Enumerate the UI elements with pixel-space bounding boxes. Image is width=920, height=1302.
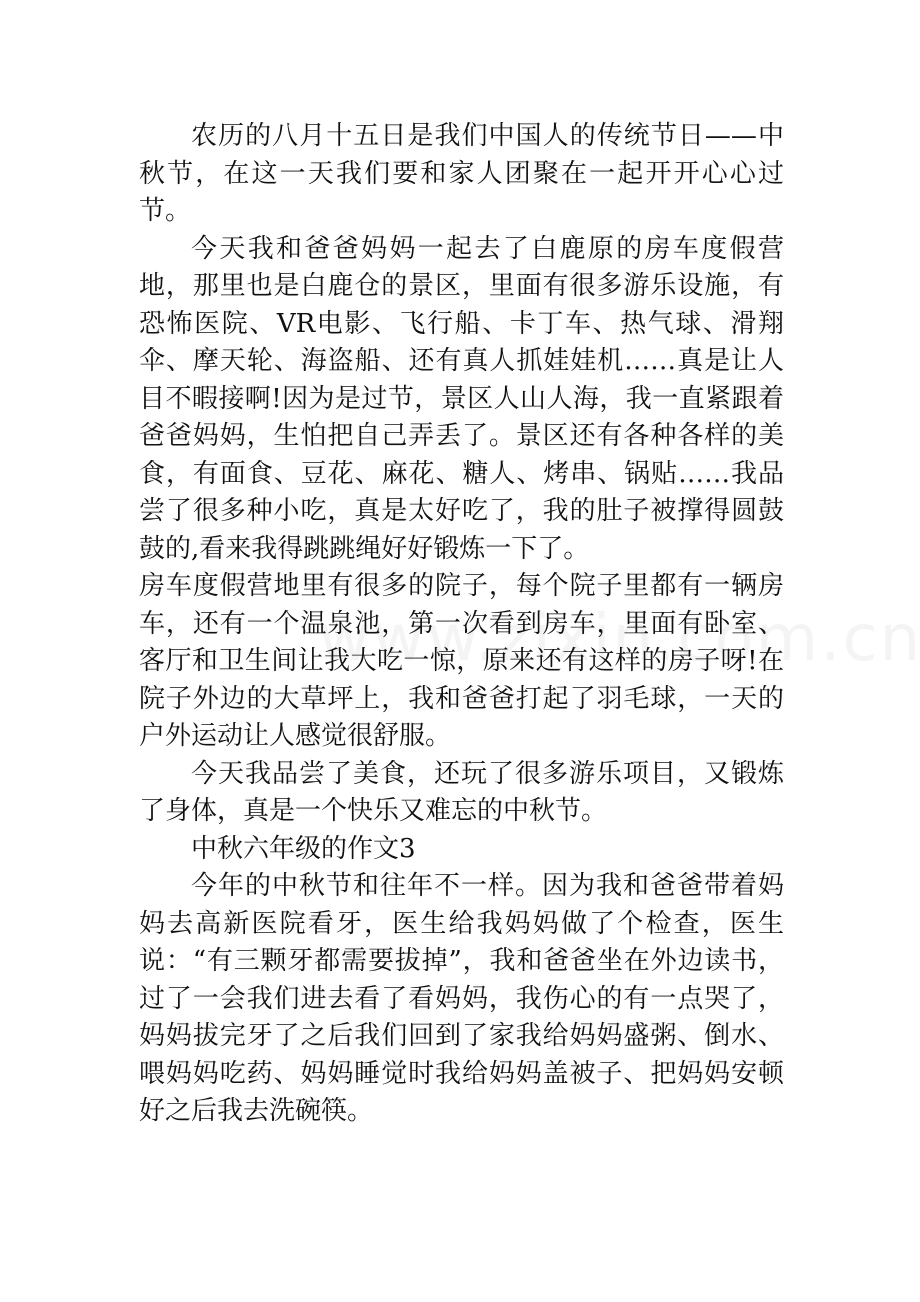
paragraph-2: 今天我和爸爸妈妈一起去了白鹿原的房车度假营地，那里也是白鹿仓的景区，里面有很多游乐设施，有恐怖医院、VR电影、飞行船、卡丁车、热气球、滑翔伞、摩天轮、海盗船、还有真人抓娃娃机……真是让人目不暇接啊!因为是过节，景区人山人海，我一直紧跟着爸爸妈妈，生怕把自己弄丢了。景区还有各种各样的美食，有面食、豆花、麻花、糖人、烤串、锅贴……我品尝了很多种小吃，真是太好吃了，我的肚子被撑得圆鼓鼓的,看来我得跳跳绳好好锻炼一下了。: [139, 233, 784, 564]
paragraph-5: 今年的中秋节和往年不一样。因为我和爸爸带着妈妈去高新医院看牙，医生给我妈妈做了个检查，医生说：“有三颗牙都需要拔掉”，我和爸爸坐在外边读书，过了一会我们进去看了看妈妈，我伤心的有一点哭了，妈妈拔完牙了之后我们回到了家我给妈妈盛粥、倒水、喂妈妈吃药、妈妈睡觉时我给妈妈盖被子、把妈妈安顿好之后我去洗碗筷。: [139, 871, 784, 1126]
paragraph-3: 房车度假营地里有很多的院子，每个院子里都有一辆房车，还有一个温泉池，第一次看到房车，里面有卧室、客厅和卫生间让我大吃一惊，原来还有这样的房子呀!在院子外边的大草坪上，我和爸爸打起了羽毛球，一天的户外运动让人感觉很舒服。: [139, 571, 784, 751]
essay-body: [139, 118, 784, 1131]
section-heading: 中秋六年级的作文3: [191, 833, 416, 864]
paragraph-1: 农历的八月十五日是我们中国人的传统节日——中秋节，在这一天我们要和家人团聚在一起开开心心过节。: [139, 121, 784, 226]
paragraph-4: 今天我品尝了美食，还玩了很多游乐项目，又锻炼了身体，真是一个快乐又难忘的中秋节。: [139, 758, 784, 826]
